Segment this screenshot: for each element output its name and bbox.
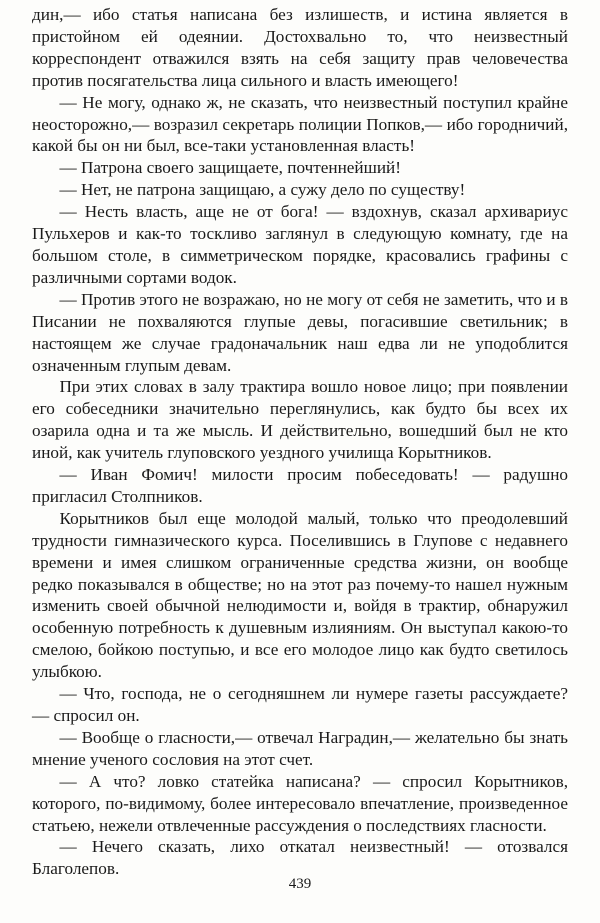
paragraph: — Несть власть, аще не от бога! — вздохнув, сказал архивариус Пульхеров и как-то тоскливо заглянул в следующую комнату, где на большом столе, в симметрическом порядке, красовались графины с различными сортами водок. [32, 202, 568, 287]
text-column [32, 4, 568, 880]
paragraph: — А что? ловко статейка написана? — спросил Корытников, которого, по-видимому, более интересовало впечатление, произведенное статьею, нежели отвлеченные рассуждения о последствиях гласности. [32, 771, 568, 835]
paragraph: Корытников был еще молодой малый, только что преодолевший трудности гимназического курса. Поселившись в Глупове с недавнего времени и имея слишком ограниченные средства жизни, он вообще редко показывался в обществе; но на этот раз почему-то нашел нужным изменить своей обычной нелюдимости и, войдя в трактир, обнаружил особенную потребность к душевным излияниям. Он выступал какою-то смелою, бойкою поступью, и все его молодое лицо как будто светилось улыбкою. [32, 508, 568, 682]
paragraph: дин,— ибо статья написана без излишеств, и истина является в пристойном ей одеянии. Достохвально то, что неизвестный корреспондент отважился взять на себя защиту прав человечества против посягательства лица сильного и власть имеющего! [32, 5, 568, 90]
paragraph: — Не могу, однако ж, не сказать, что неизвестный поступил крайне неосторожно,— возразил секретарь полиции Попков,— ибо городничий, какой бы он ни был, все-таки установленная власть! [32, 92, 568, 156]
paragraph: — Нечего сказать, лихо откатал неизвестный! — отозвался Благолепов. [32, 837, 568, 879]
paragraph: — Патрона своего защищаете, почтеннейший! [59, 158, 401, 178]
paragraph: — Иван Фомич! милости просим побеседовать! — радушно пригласил Столпников. [32, 465, 568, 506]
paragraph: — Против этого не возражаю, но не могу от себя не заметить, что и в Писании не похваляются глупые девы, погасившие светильник; в настоящем же случае градоначальник наш едва ли не уподоблится означенным глупым девам. [32, 289, 568, 375]
paragraph: — Нет, не патрона защищаю, а сужу дело по существу! [59, 180, 466, 200]
page-number: 439 [288, 876, 312, 892]
paragraph: — Что, господа, не о сегодняшнем ли нумере газеты рассуждаете? — спросил он. [32, 684, 568, 725]
paragraph: — Вообще о гласности,— отвечал Наградин,— желательно бы знать мнение ученого сословия на этот счет. [32, 727, 568, 769]
paragraph: При этих словах в залу трактира вошло новое лицо; при появлении его собеседники значительно переглянулись, как будто бы всех их озарила одна и та же мысль. И действительно, вошедший был не кто иной, как учитель глуповского уездного училища Корытников. [32, 377, 568, 463]
